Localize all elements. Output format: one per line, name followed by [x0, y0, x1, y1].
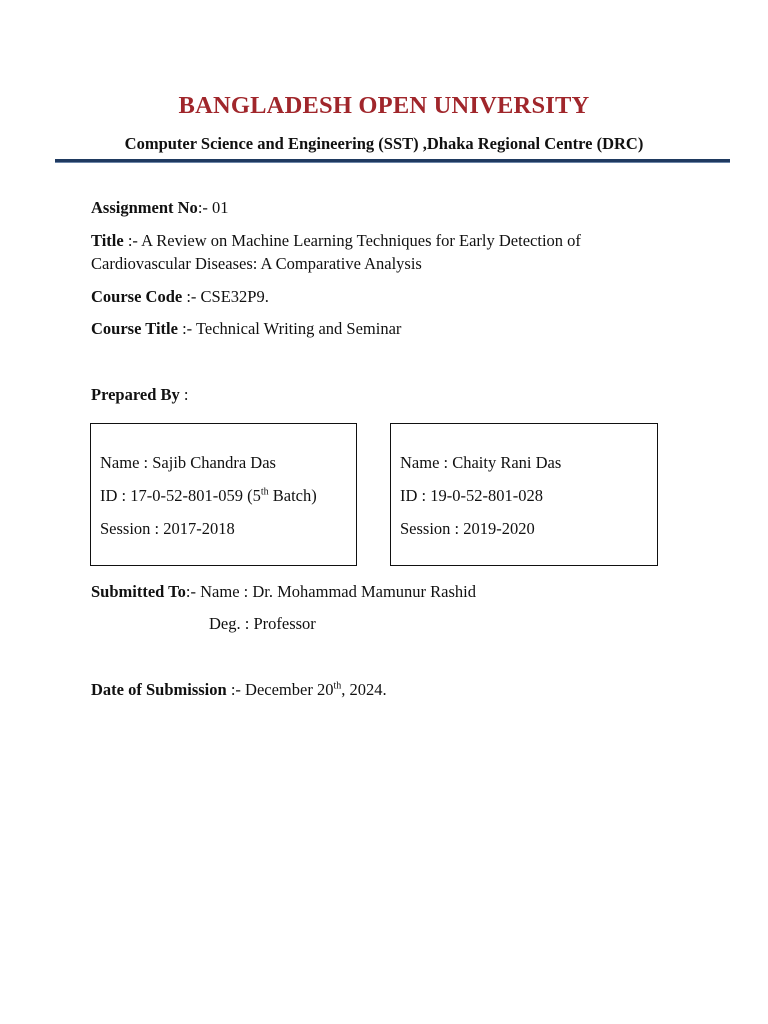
submitted-to-name: Name : Dr. Mohammad Mamunur Rashid	[200, 582, 477, 601]
student-id	[400, 486, 543, 506]
student-id-suffix: Batch)	[268, 486, 317, 505]
student-id-text: ID : 19-0-52-801-028	[400, 486, 543, 505]
prepared-by-line	[91, 383, 188, 406]
student-name: Name : Sajib Chandra Das	[100, 453, 276, 472]
submission-date-prefix: December 20	[245, 680, 334, 699]
assignment-label: Assignment No	[91, 198, 198, 217]
submission-date-suffix: , 2024.	[341, 680, 387, 699]
student-card	[390, 423, 658, 566]
course-code-sep: :-	[182, 287, 201, 306]
title-sep: :-	[123, 231, 142, 250]
submission-date-sup: th	[333, 680, 342, 692]
submitted-to-label: Submitted To	[91, 582, 186, 601]
course-title-label: Course Title	[91, 319, 178, 338]
submission-date-line	[91, 678, 387, 701]
title-label: Title	[91, 231, 124, 250]
prepared-by-label: Prepared By	[91, 385, 180, 404]
assignment-value: 01	[212, 198, 229, 217]
course-title-sep: :-	[177, 319, 196, 338]
university-name: BANGLADESH OPEN UNIVERSITY	[178, 92, 590, 119]
department-line: Computer Science and Engineering (SST) ,Dhaka Regional Centre (DRC)	[124, 134, 644, 153]
submitted-to-sep: :-	[185, 582, 201, 601]
student-id-text: ID : 17-0-52-801-059 (5	[100, 486, 261, 505]
student-card	[90, 423, 357, 566]
student-session: Session : 2019-2020	[400, 519, 535, 538]
student-session: Session : 2017-2018	[100, 519, 235, 538]
course-title-value: Technical Writing and Seminar	[195, 319, 402, 338]
course-code-value: CSE32P9.	[200, 287, 269, 306]
title-text-line1: A Review on Machine Learning Techniques for Early Detection of	[141, 231, 581, 250]
student-id	[100, 486, 317, 506]
course-code-line	[91, 285, 269, 308]
student-name: Name : Chaity Rani Das	[400, 453, 562, 472]
assignment-sep: :-	[197, 198, 213, 217]
title-text-line2: Cardiovascular Diseases: A Comparative Analysis	[91, 254, 422, 273]
submission-date-sep: :-	[226, 680, 246, 699]
assignment-line	[91, 196, 229, 219]
course-title-line	[91, 317, 401, 340]
submission-date-label: Date of Submission	[91, 680, 227, 699]
prepared-by-sep: :	[179, 385, 189, 404]
course-code-label: Course Code	[91, 287, 183, 306]
student-id-sup: th	[260, 486, 269, 498]
designation-line: Deg. : Professor	[209, 614, 316, 633]
title-line	[91, 229, 651, 275]
header-divider	[55, 159, 730, 163]
submitted-to-line	[91, 580, 476, 603]
